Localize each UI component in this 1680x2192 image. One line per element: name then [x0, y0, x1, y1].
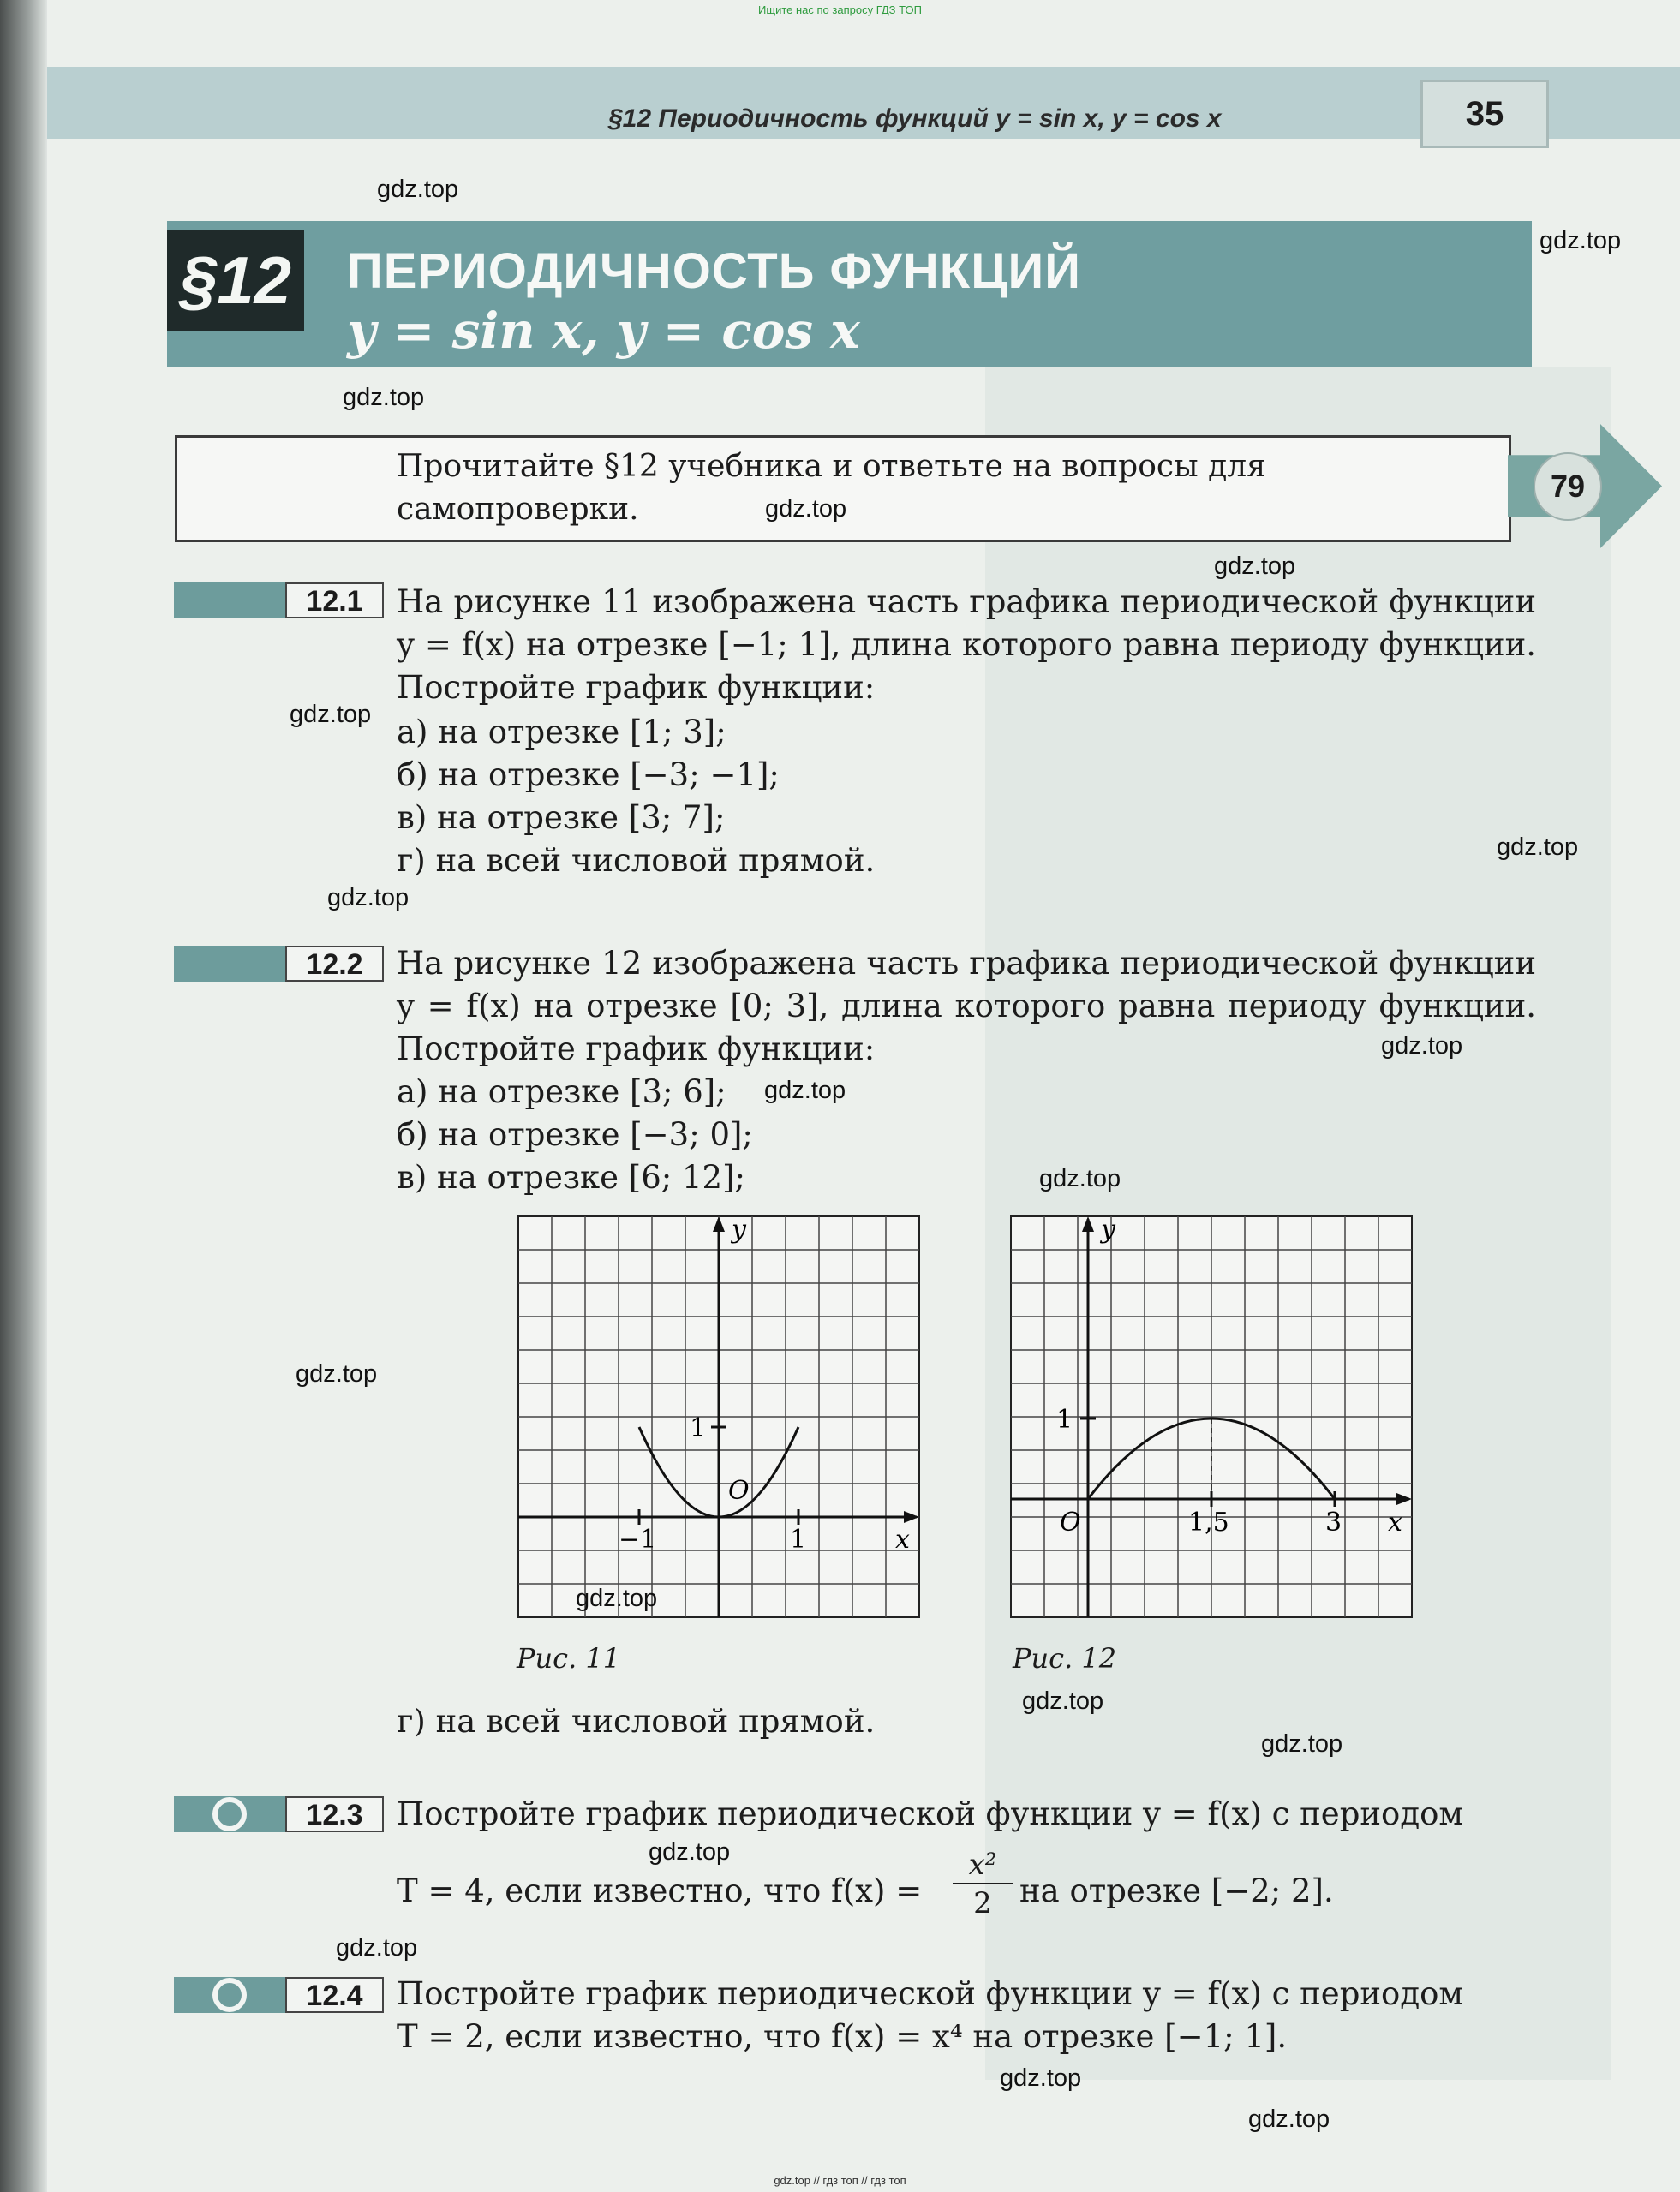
section-subtitle: y = sin x, y = cos x [347, 302, 860, 360]
page-reference: 79 [1534, 452, 1602, 521]
tick-label: −1 [619, 1525, 657, 1555]
watermark: gdz.top [1261, 1730, 1343, 1758]
list-item: г) на всей числовой прямой. [397, 842, 876, 879]
book-spine-shadow [0, 0, 47, 2192]
bottom-note: gdz.top // гдз топ // гдз топ [774, 2174, 906, 2187]
list-item: б) на отрезке [−3; −1]; [397, 756, 780, 793]
task-number: 12.3 [285, 1796, 384, 1832]
task-text: Постройте график периодической функции y = f(x) с периодом [397, 1795, 1464, 1832]
task-text: На рисунке 11 изображена часть графика периодической функции y = f(x) на отрезке [−1; 1], длина которого равна периоду функции. Постройте график функции: [397, 583, 1536, 706]
watermark: gdz.top [1248, 2105, 1330, 2133]
task-number: 12.1 [285, 582, 384, 618]
figure-caption: Рис. 11 [517, 1642, 621, 1675]
task-number: 12.4 [285, 1977, 384, 2013]
list-item: г) на всей числовой прямой. [397, 1703, 876, 1740]
tick-label: 3 [1325, 1508, 1342, 1538]
section-title: ПЕРИОДИЧНОСТЬ ФУНКЦИЙ [347, 243, 1081, 299]
running-header: §12 Периодичность функций y = sin x, y = cos x [608, 105, 1222, 133]
task-text: Постройте график периодической функции y = f(x) с периодом [397, 1975, 1464, 2012]
list-item: в) на отрезке [3; 7]; [397, 799, 726, 836]
watermark: gdz.top [327, 884, 410, 911]
watermark: gdz.top [1039, 1165, 1121, 1192]
tick-label: 1 [790, 1525, 807, 1555]
circle-marker-icon [212, 1797, 247, 1831]
watermark: gdz.top [1022, 1687, 1104, 1715]
fraction-denominator: 2 [973, 1886, 992, 1920]
task-text: На рисунке 12 изображена часть графика периодической функции y = f(x) на отрезке [0; 3], длина которого равна периоду функции. Постройте график функции: [397, 945, 1536, 1067]
list-item: в) на отрезке [6; 12]; [397, 1159, 745, 1196]
list-item: а) на отрезке [1; 3]; [397, 714, 726, 750]
task-text: на отрезке [−2; 2]. [1019, 1872, 1334, 1909]
watermark: gdz.top [1381, 1032, 1463, 1060]
watermark: gdz.top [336, 1934, 418, 1962]
tick-label: 1,5 [1188, 1508, 1229, 1538]
task-text: T = 4, если известно, что f(x) = [397, 1872, 923, 1909]
tick-label: 1 [690, 1413, 707, 1443]
task-text: T = 2, если известно, что f(x) = x⁴ на отрезке [−1; 1]. [397, 2018, 1288, 2055]
origin-label: O [728, 1476, 750, 1506]
watermark: gdz.top [296, 1360, 378, 1388]
axis-label-y: y [1101, 1215, 1115, 1245]
watermark: gdz.top [765, 495, 847, 523]
task-number: 12.2 [285, 946, 384, 982]
watermark: gdz.top [290, 701, 372, 728]
watermark: gdz.top [1540, 227, 1622, 254]
tick-label: 1 [1056, 1405, 1073, 1435]
watermark: gdz.top [576, 1585, 658, 1612]
top-note: Ищите нас по запросу ГДЗ ТОП [758, 3, 922, 16]
list-item: б) на отрезке [−3; 0]; [397, 1116, 753, 1153]
circle-marker-icon [212, 1978, 247, 2012]
watermark: gdz.top [377, 176, 459, 203]
figure-12 [1007, 1212, 1418, 1632]
axis-label-y: y [732, 1215, 746, 1245]
watermark: gdz.top [649, 1838, 731, 1866]
figure-caption: Рис. 12 [1013, 1642, 1117, 1675]
watermark: gdz.top [1497, 833, 1579, 861]
watermark: gdz.top [1214, 552, 1296, 580]
section-number: §12 [167, 230, 304, 331]
list-item: а) на отрезке [3; 6]; [397, 1073, 726, 1110]
figure-11 [514, 1212, 925, 1632]
watermark: gdz.top [1000, 2064, 1082, 2092]
watermark: gdz.top [343, 384, 425, 411]
origin-label: O [1060, 1508, 1081, 1538]
page-number: 35 [1420, 80, 1549, 148]
axis-label-x: x [895, 1525, 910, 1555]
fraction-numerator: x² [953, 1847, 1013, 1884]
fraction [953, 1847, 1013, 1922]
axis-label-x: x [1388, 1508, 1402, 1538]
watermark: gdz.top [764, 1077, 846, 1104]
intro-text: Прочитайте §12 учебника и ответьте на вопросы для самопроверки. [397, 449, 1266, 527]
